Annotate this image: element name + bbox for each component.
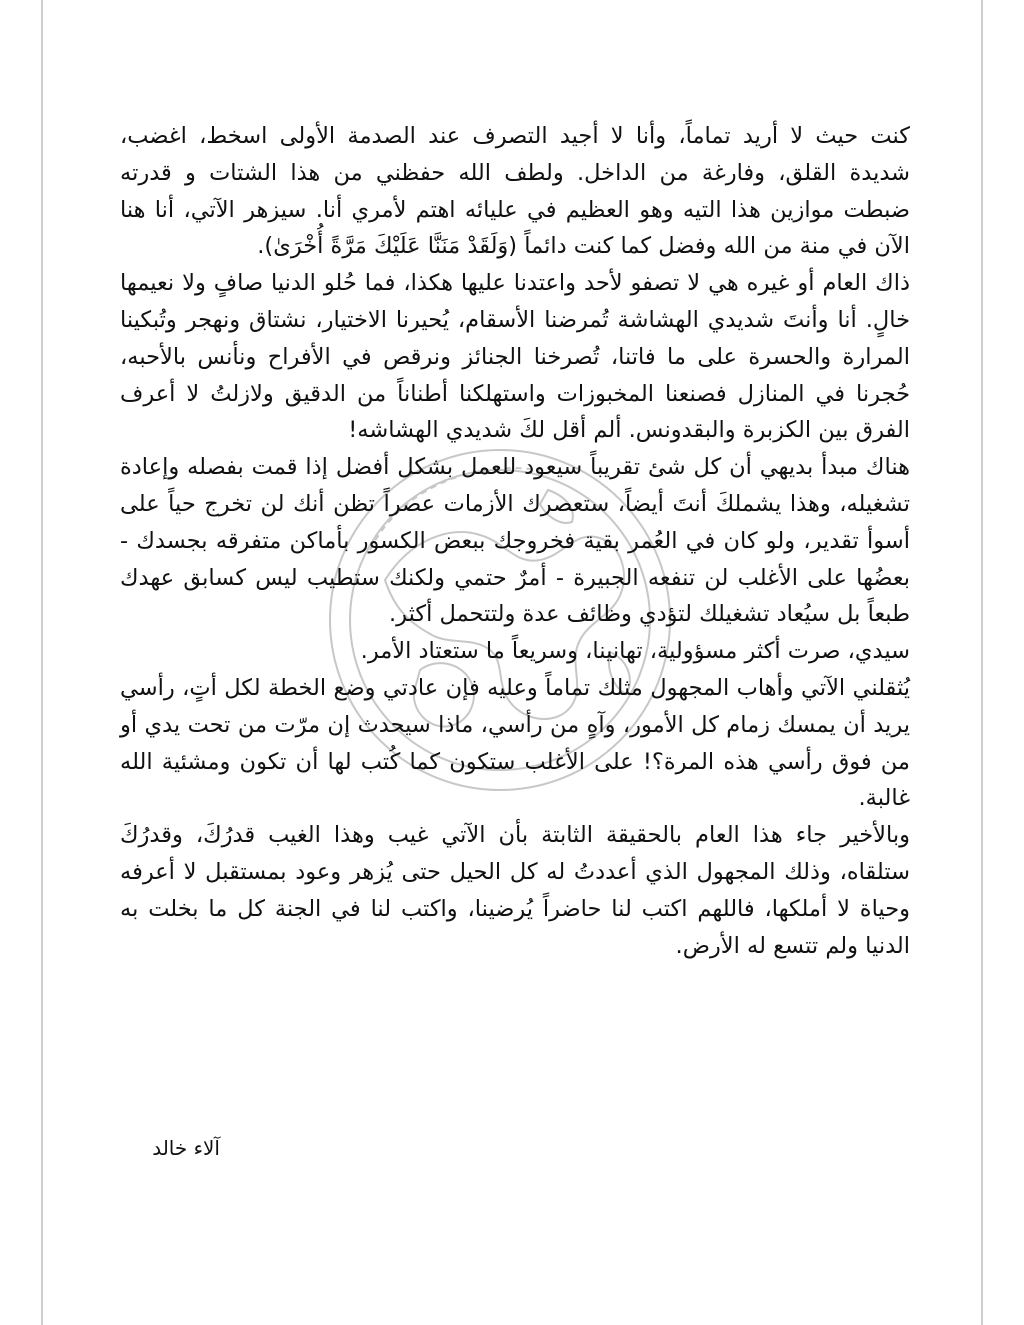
article-body <box>120 118 910 964</box>
paragraph: يُثقلني الآتي وأهاب المجهول مثلك تماماً وعليه فإن عادتي وضع الخطة لكل أتٍ، رأسي يريد أن يمسك زمام كل الأمور، وآهٍ من رأسي، ماذا سيحدث إن مرّت من تحت يدي أو من فوق رأسي هذه المرة؟! على الأغلب ستكون كما كُتب لها أن تكون ومشئية الله غالبة. <box>120 674 910 812</box>
paragraph: ذاك العام أو غيره هي لا تصفو لأحد واعتدنا عليها هكذا، فما حُلو الدنيا صافٍ ولا نعيمها خالٍ. أنا وأنتَ شديدي الهشاشة تُمرضنا الأسقام، يُحيرنا الاختيار، نشتاق ونهجر وتُبكينا المرارة والحسرة على ما فاتنا، تُصرخنا الجنائز ونرقص في الأفراح ونأنس بالأحبه، حُجرنا في المنازل فصنعنا المخبوزات واستهلكنا أطناناً من الدقيق ولازلتُ لا أعرف الفرق بين الكزبرة والبقدونس. ألم أقل لكَ شديدي الهشاشه! <box>120 270 910 444</box>
paragraph: هناك مبدأ بديهي أن كل شئ تقريباً سيعود للعمل بشكل أفضل إذا قمت بفصله وإعادة تشغيله، وهذا يشملكَ أنتَ أيضاً، ستعصرك الأزمات عصراً تظن أنك لن تخرج حياً على أسوأ تقدير، ولو كان في العُمر بقية فخروجك ببعض الكسور بأماكن متفرقه بجسدك - بعضُها على الأغلب لن تنفعه الجبيرة - أمرٌ حتمي ولكنك ستطيب ليس كسابق عهدك طبعاً بل سيُعاد تشغيلك لتؤدي وظائف عدة ولتتحمل أكثر. <box>120 454 910 628</box>
page-border-right <box>981 0 983 1325</box>
paragraph: سيدي، صرت أكثر مسؤولية، تهانينا، وسريعاً ما ستعتاد الأمر. <box>360 638 910 665</box>
paragraph: وبالأخير جاء هذا العام بالحقيقة الثابتة بأن الآتي غيب وهذا الغيب قدرُكَ، وقدرُكَ ستلقاه، وذلك المجهول الذي أعددتُ له كل الحيل حتى يُزهر وعود بمستقبل لا أعرفه وحياة لا أملكها، فاللهم اكتب لنا حاضراً يُرضينا، واكتب لنا في الجنة كل ما بخلت به الدنيا ولم تتسع له الأرض. <box>120 822 910 959</box>
paragraph: كنت حيث لا أريد تماماً، وأنا لا أجيد التصرف عند الصدمة الأولى اسخط، اغضب، شديدة القلق، وفارغة من الداخل. ولطف الله حفظني من هذا الشتات و قدرته ضبطت موازين هذا التيه وهو العظيم في عليائه اهتم لأمري أنا. سيزهر الآتي، أنا هنا الآن في منة من الله وفضل كما كنت دائماً (وَلَقَدْ مَنَنَّا عَلَيْكَ مَرَّةً أُخْرَىٰ). <box>120 123 910 260</box>
page-border-left <box>41 0 43 1325</box>
author-signature: آلاء خالد <box>152 1136 220 1160</box>
